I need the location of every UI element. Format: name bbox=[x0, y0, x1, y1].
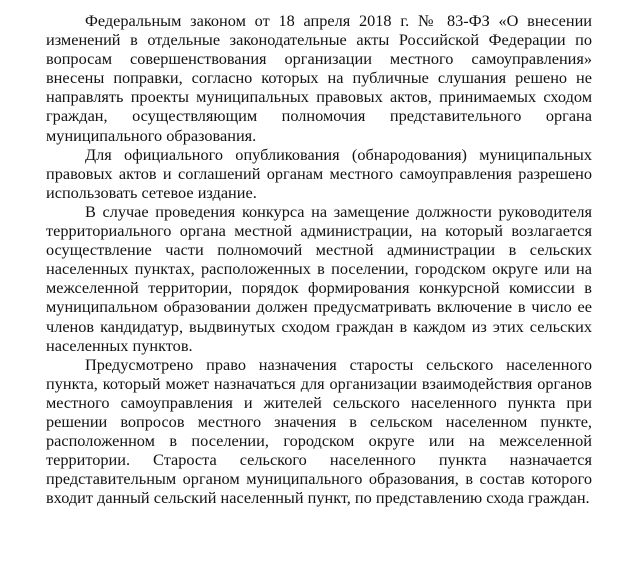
document-page bbox=[46, 0, 592, 507]
paragraph-official-publication: Для официального опубликования (обнародования) муниципальных правовых актов и соглашений органам местного самоуправления разрешено использовать сетевое издание. bbox=[46, 144, 592, 202]
paragraph-competition-commission: В случае проведения конкурса на замещение должности руководителя территориального органа местной администрации, на который возлагается осуществление части полномочий местной администрации в сельских населенных пунктах, расположенных в поселении, городском округе или на межселенной территории, порядок формирования конкурсной комиссии в муниципальном образовании должен предусматривать включение в число ее членов кандидатур, выдвинутых сходом граждан в каждом из этих сельских населенных пунктов. bbox=[46, 201, 592, 355]
paragraph-village-headman: Предусмотрено право назначения старосты сельского населенного пункта, который может назначаться для организации взаимодействия органов местного самоуправления и жителей сельского населенного пункта при решении вопросов местного значения в сельском населенном пункте, расположенном в поселении, городском округе или на межселенной территории. Староста сельского населенного пункта назначается представительным органом муниципального образования, в состав которого входит данный сельский населенный пункт, по представлению схода граждан. bbox=[46, 354, 592, 508]
paragraph-law-amendments: Федеральным законом от 18 апреля 2018 г. № 83-ФЗ «О внесении изменений в отдельные законодательные акты Российской Федерации по вопросам совершенствования организации местного самоуправления» внесены поправки, согласно которых на публичные слушания решено не направлять проекты муниципальных правовых актов, принимаемых сходом граждан, осуществляющим полномочия представительного органа муниципального образования. bbox=[46, 11, 592, 145]
